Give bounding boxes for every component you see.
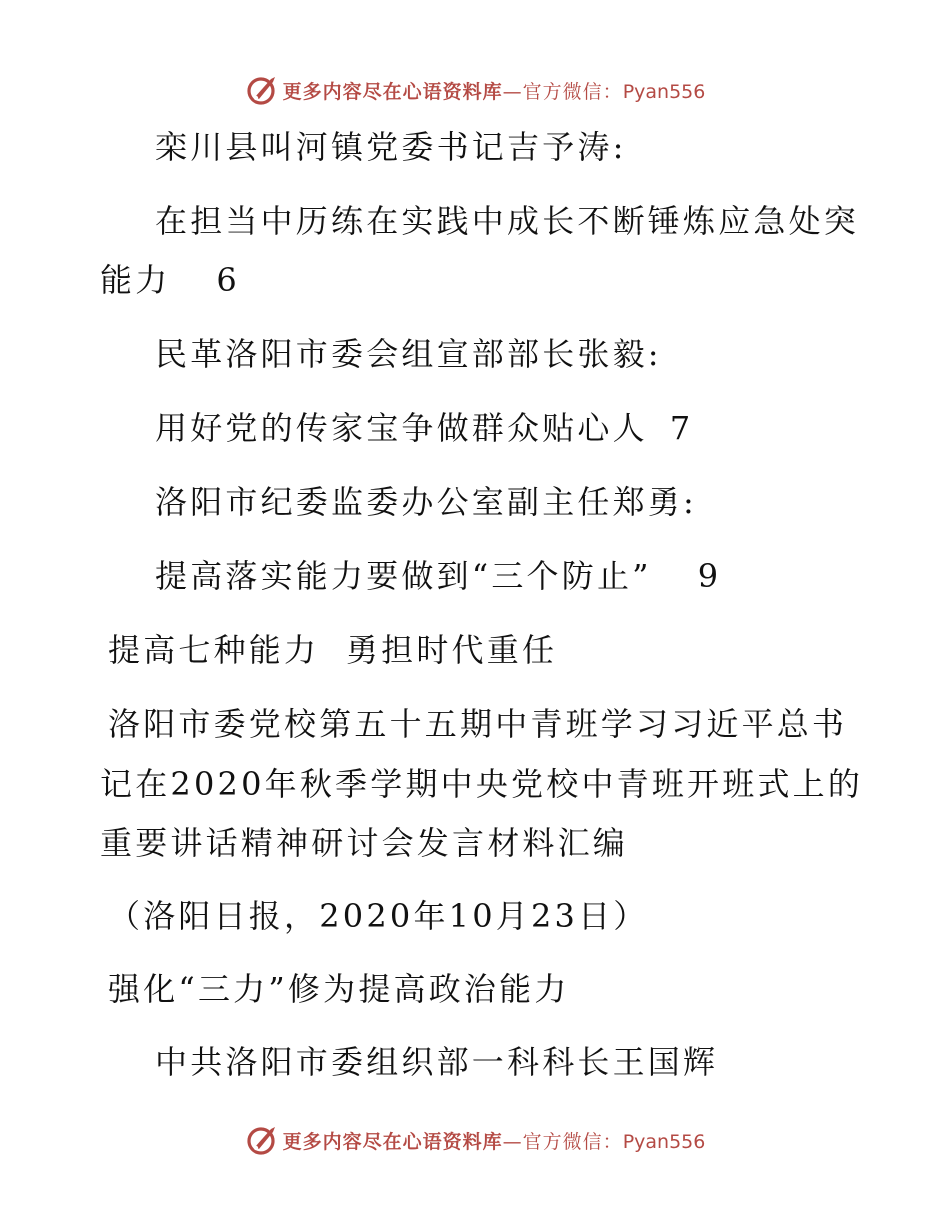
- author-line: 栾川县叫河镇党委书记吉予涛:: [155, 128, 627, 166]
- collection-title-line: 洛阳市委党校第五十五期中青班学习习近平总书: [108, 705, 848, 743]
- watermark-text: 更多内容尽在心语资料库—官方微信：Pyan556: [282, 1130, 706, 1153]
- section-heading: 强化“三力”修为提高政治能力: [108, 970, 570, 1008]
- article-title-line: 提高落实能力要做到“三个防止” 9: [155, 557, 719, 595]
- quill-logo-icon: [245, 73, 279, 107]
- header-watermark: [0, 72, 950, 108]
- article-title-line: 用好党的传家宝争做群众贴心人 7: [155, 409, 691, 447]
- collection-title-line: 记在2020年秋季学期中央党校中青班开班式上的: [100, 765, 864, 803]
- author-line: 中共洛阳市委组织部一科科长王国辉: [155, 1043, 719, 1081]
- footer-watermark: [0, 1122, 950, 1158]
- page-number: 9: [697, 557, 719, 595]
- source-line: （洛阳日报，2020年10月23日）: [108, 897, 649, 935]
- collection-title-line: 重要讲话精神研讨会发言材料汇编: [100, 824, 629, 862]
- quill-logo-icon: [245, 1123, 279, 1157]
- watermark-text: 更多内容尽在心语资料库—官方微信：Pyan556: [282, 80, 706, 103]
- author-line: 洛阳市纪委监委办公室副主任郑勇:: [155, 483, 697, 521]
- section-heading: 提高七种能力 勇担时代重任: [108, 631, 558, 669]
- article-title-continuation: 能力 6: [100, 261, 237, 299]
- page-number: 7: [669, 409, 691, 447]
- page-number: 6: [216, 261, 237, 299]
- author-line: 民革洛阳市委会组宣部部长张毅:: [155, 335, 662, 373]
- article-title-line: 在担当中历练在实践中成长不断锤炼应急处突: [155, 202, 860, 240]
